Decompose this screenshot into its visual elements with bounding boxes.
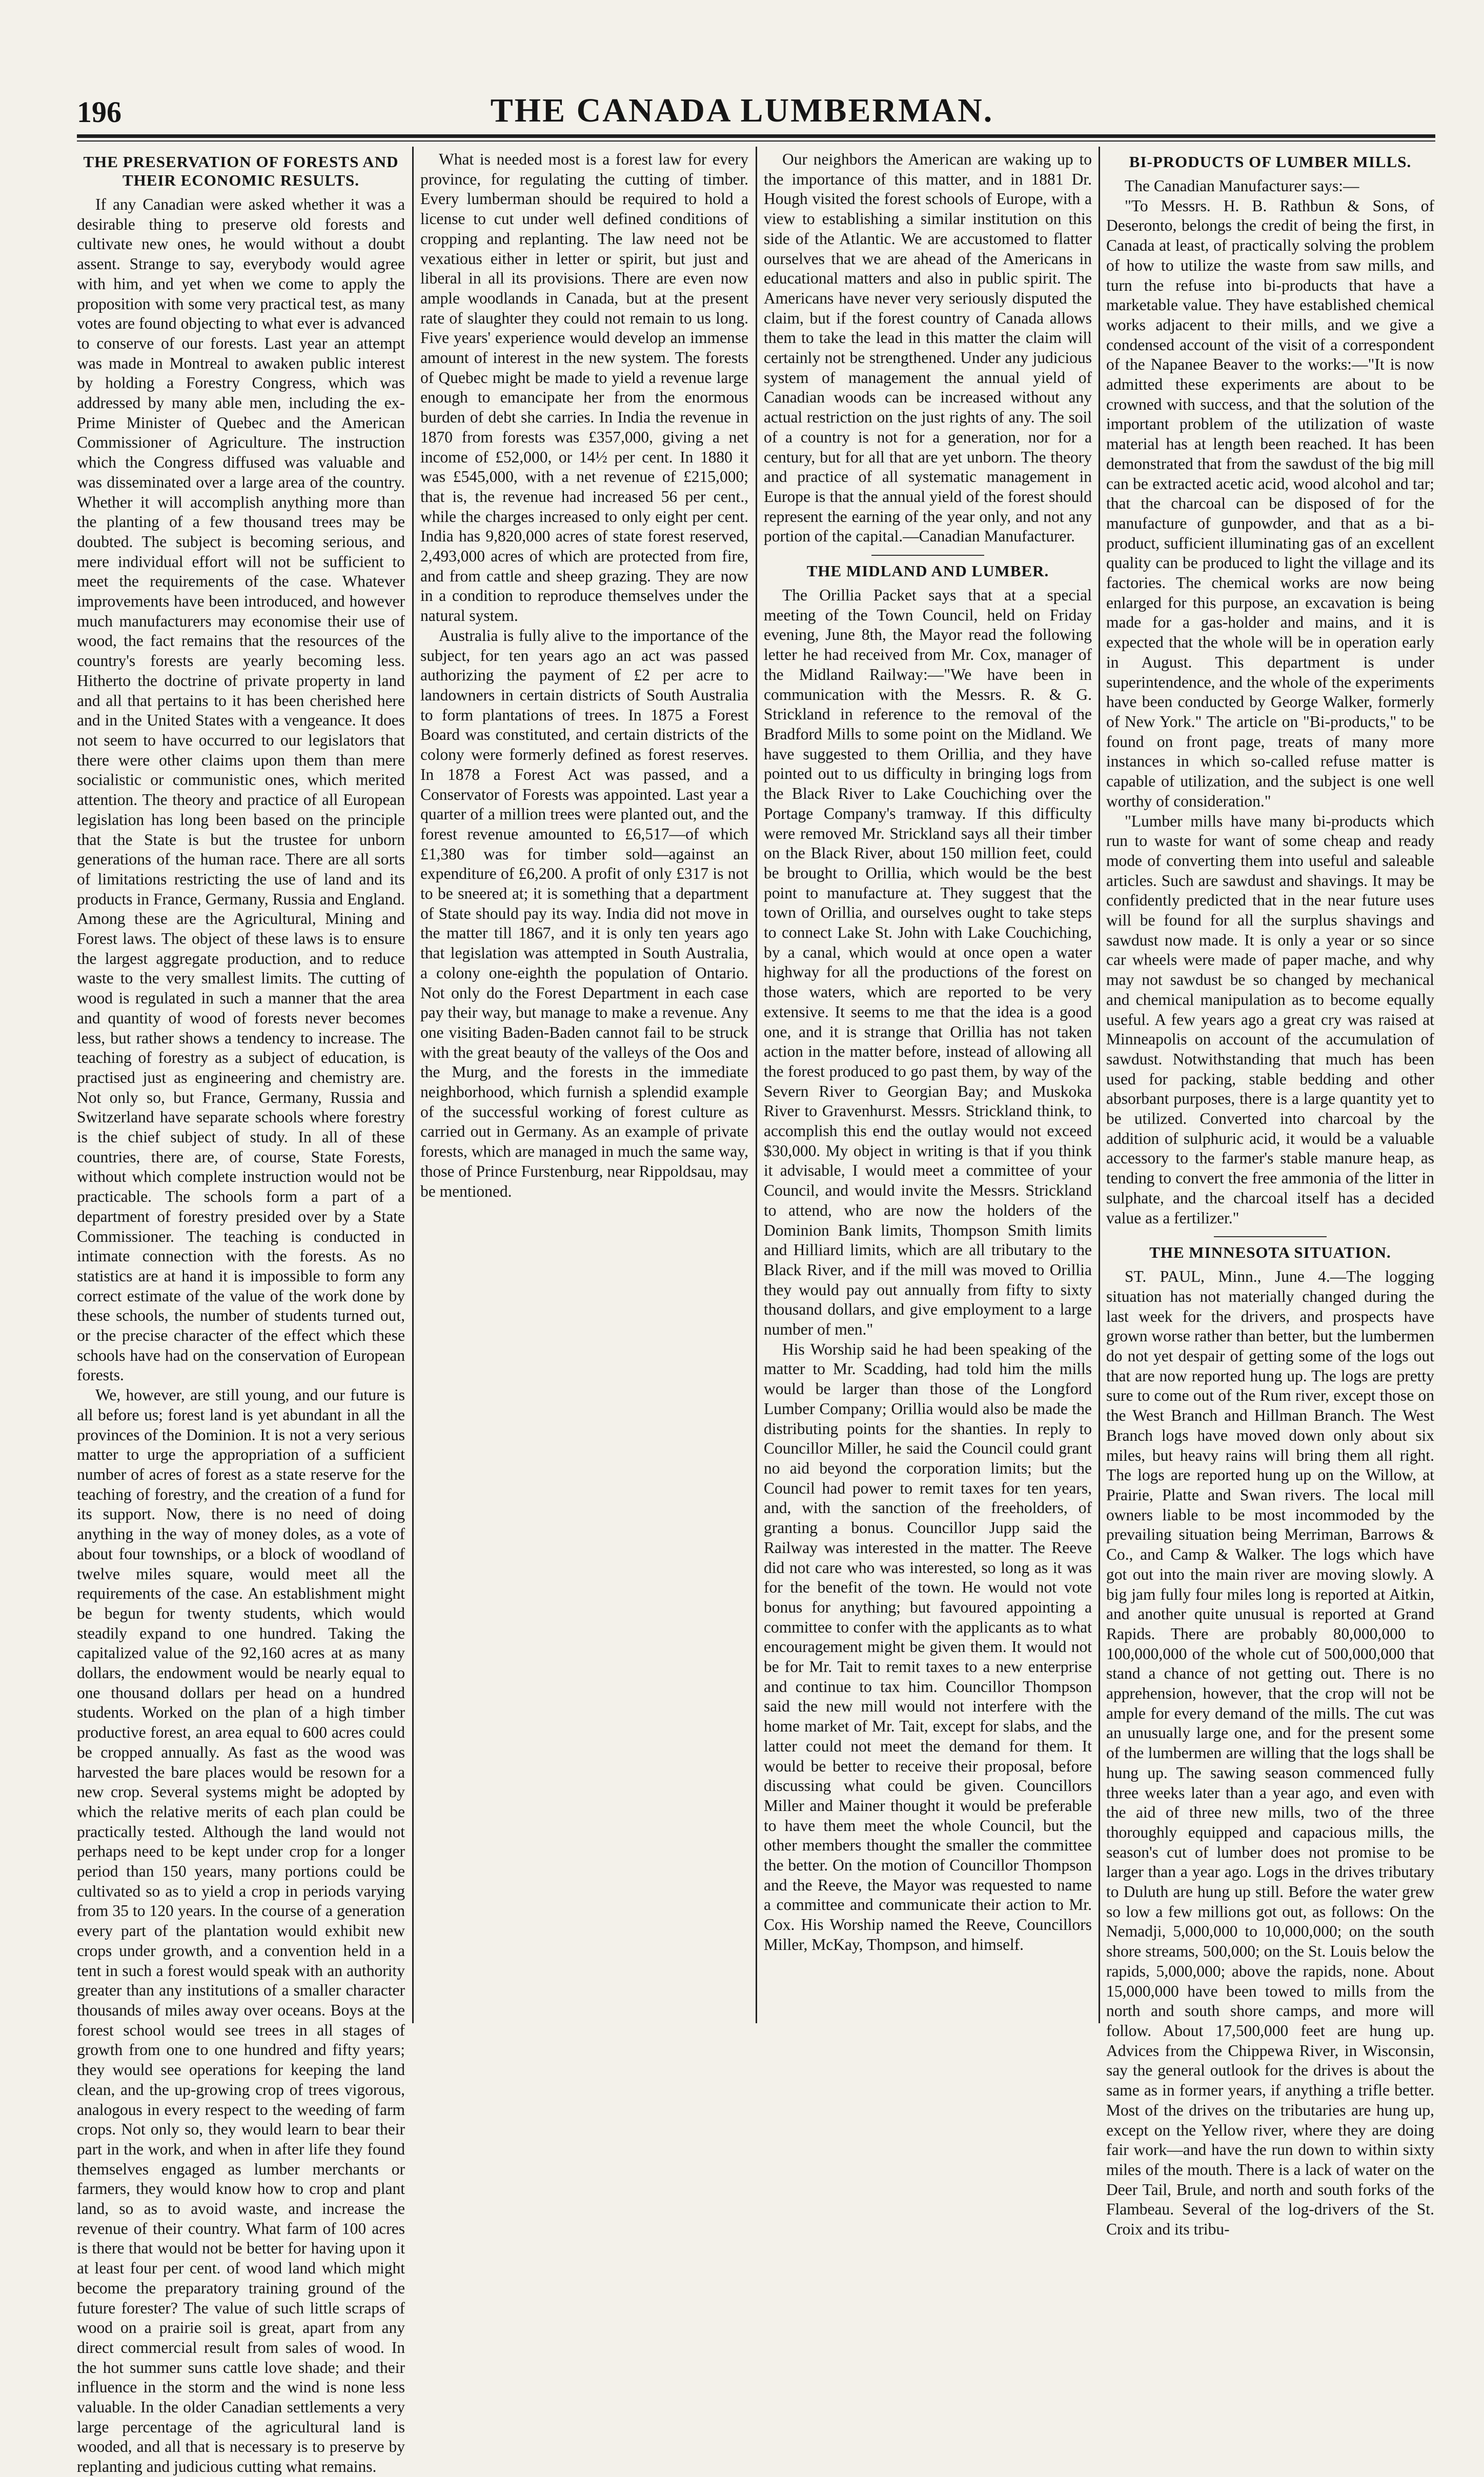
preservation-paragraph-3: What is needed most is a forest law for every province, for regulating the cutting of timber. Every lumberman should be required to hold a license to cut under well defined conditions of cropping and replanting. The law need not be vexatious either in letter or spirit, but just and liberal in all its provisions. There are even now ample woodlands in Canada, but at the present rate of slaughter they could not remain to us long. Five years' experience would develop an immense amount of interest in the new system. The forests of Quebec might be made to yield a revenue large enough to emancipate her from the enormous burden of debt she carries. In India the revenue in 1870 from forests was £357,000, giving a net income of £52,000, or 14½ per cent. In 1880 it was £545,000, with a net revenue of £215,000; that is, the revenue had increased 56 per cent., while the charges increased to only eight per cent. India has 9,820,000 acres of state forest reserved, 2,493,000 acres of which are protected from fire, and from cattle and sheep grazing. They are now in a condition to reproduce themselves under the natural system. [420, 150, 748, 625]
preservation-paragraph-2: We, however, are still young, and our future is all before us; forest land is yet abundant in all the provinces of the Dominion. It is not a very serious matter to urge the appropriation of a sufficient number of acres of forest as a state reserve for the teaching of forestry, and the creation of a fund for its support. Now, there is no need of doing anything in the way of money doles, as a vote of about four townships, or a block of woodland of twelve miles square, would meet all the requirements of the case. An establishment might be begun for twenty students, which would steadily expand to one hundred. Taking the capitalized value of the 92,160 acres at as many dollars, the endowment would be nearly equal to one thousand dollars per head on a hundred students. Worked on the plan of a high timber productive forest, an area equal to 600 acres could be cropped annually. As fast as the wood was harvested the bare places would be resown for a new crop. Several systems might be adopted by which the relative merits of each plan could be practically tested. Although the land would not perhaps need to be kept under crop for a longer period than 150 years, many portions could be cultivated so as to yield a crop in periods varying from 35 to 120 years. In the course of a generation every part of the plantation would exhibit new crops under growth, and a convention held in a tent in such a forest would speak with an authority greater than any institutions of a smaller character thousands of miles away over oceans. Boys at the forest school would see trees in all stages of growth from one to one hundred and fifty years; they would see operations for keeping the land clean, and the up-growing crop of trees vigorous, analogous in every respect to the weeding of farm crops. Not only so, they would learn to bear their part in the work, and when in after life they found themselves engaged as lumber merchants or farmers, they would know how to crop and plant land, so as to avoid waste, and increase the revenue of their country. What farm of 100 acres is there that would not be better for having upon it at least four per cent. of wood land which might become the preparatory training ground of the future forester? The value of such little scraps of wood on a prairie soil is great, apart from any direct commercial result from sales of wood. In the hot summer suns cattle love shade; and their influence in the storm and the wind is none less valuable. In the older Canadian settlements a very large percentage of the agricultural land is wooded, and all that is necessary is to preserve by replanting and judicious cutting what remains. [77, 1386, 405, 2476]
masthead-rule [77, 134, 1435, 138]
column-rule-3 [1099, 147, 1100, 2023]
byproducts-paragraph-3: "Lumber mills have many bi-products which run to waste for want of some cheap and ready mode of converting them into useful and saleable articles. Such are sawdust and shavings. It may be confidently predicted that in the near future uses will be found for all the surplus shavings and sawdust now made. It is only a year or so since car wheels were made of paper mache, and why may not sawdust be so changed by mechanical and chemical manipulation as to become equally useful. A few years ago a great cry was raised at Minneapolis on account of the accumulation of sawdust. Notwithstanding that much has been used for packing, stable bedding and other absorbant purposes, there is a large quantity yet to be utilized. Converted into charcoal by the addition of sulphuric acid, it would be a valuable accessory to the farmer's stable manure heap, as tending to convert the free ammonia of the litter in sulphate, and the charcoal itself has a decided value as a fertilizer." [1106, 812, 1434, 1227]
article-title-minnesota: THE MINNESOTA SITUATION. [1149, 1243, 1391, 1262]
preservation-paragraph-4: Australia is fully alive to the importance of the subject, for ten years ago an act was passed authorizing the payment of £2 per acre to landowners in certain districts of South Australia to form plantations of trees. In 1875 a Forest Board was constituted, and certain districts of the colony were formerly defined as forest reserves. In 1878 a Forest Act was passed, and a Conservator of Forests was appointed. Last year a quarter of a million trees were planted out, and the forest revenue amounted to £6,517—of which £1,380 was for timber sold—against an expenditure of £6,200. A profit of only £317 is not to be sneered at; it is something that a department of State should pay its way. India did not move in the matter till 1867, and it is only ten years ago that legislation was attempted in South Australia, a colony one-eighth the population of Ontario. Not only do the Forest Department in each case pay their way, but manage to make a revenue. Any one visiting Baden-Baden cannot fail to be struck with the great beauty of the valleys of the Oos and the Murg, and the forests in the immediate neighborhood, which furnish a splendid example of the successful working of forest culture as carried out in Germany. As an example of private forests, which are managed in much the same way, those of Prince Furstenburg, near Rippoldsau, may be mentioned. [420, 626, 748, 1200]
article-divider [871, 555, 984, 556]
column-2 [420, 150, 748, 2021]
column-rule-2 [756, 147, 757, 2023]
byproducts-paragraph-1: The Canadian Manufacturer says:— [1125, 177, 1359, 195]
column-rule-1 [412, 147, 414, 2023]
column-3 [764, 150, 1092, 2021]
column-1 [77, 150, 405, 2476]
minnesota-paragraph-1: ST. PAUL, Minn., June 4.—The logging situation has not materially changed during the last week for the drivers, and prospects have grown worse rather than better, but the lumbermen do not yet despair of getting some of the logs out that are now reported hung up. The logs are pretty sure to come out of the Rum river, except those on the West Branch and Hillman Branch. The West Branch logs have moved down only about six miles, but heavy rains will bring them all right. The logs are reported hung up on the Willow, at Prairie, Platte and Swan rivers. The local mill owners liable to be most incommoded by the prevailing situation being Merriman, Barrows & Co., and Camp & Walker. The logs which have got out into the main river are moving slowly. A big jam fully four miles long is reported at Aitkin, and another quite unusual is reported at Grand Rapids. There are probably 80,000,000 to 100,000,000 of the whole cut of 500,000,000 that stand a chance of not getting out. There is no apprehension, however, that the crop will not be ample for every demand of the mills. The cut was an unusually large one, and for the present some of the lumbermen are willing that the logs shall be hung up. The sawing season commenced fully three weeks later than a year ago, and even with the aid of three new mills, two of the three thoroughly equipped and capacious mills, the season's cut of lumber does not promise to be larger than a year ago. Logs in the drives tributary to Duluth are hung up still. Before the water grew so low a few millions got out, as follows: On the Nemadji, 5,000,000 to 10,000,000; on the south shore streams, 500,000; on the St. Louis below the rapids, 5,000,000; above the rapids, none. About 15,000,000 have been towed to mills from the north and south shore camps, and more will follow. About 17,500,000 feet are hung up. Advices from the Chippewa River, in Wisconsin, say the general outlook for the drives is about the same as in former years, if anything a trifle better. Most of the drives on the tributaries are hung up, except on the Yellow river, where they are doing fair work—and have the run down to within sixty miles of the mouth. There is a lack of water on the Deer Tail, Brule, and north and south forks of the Flambeau. Several of the log-drivers of the St. Croix and its tribu- [1106, 1267, 1434, 2239]
column-4 [1106, 150, 1434, 2239]
midland-paragraph-1: The Orillia Packet says that at a special meeting of the Town Council, held on Friday evening, June 8th, the Mayor read the following letter he had received from Mr. Cox, manager of the Midland Railway:—"We have been in communication with the Messrs. R. & G. Strickland in reference to the removal of the Bradford Mills to some point on the Midland. We have suggested to them Orillia, and they have pointed out to us difficulty in bringing logs from the Black River to Lake Couchiching over the Portage Company's tramway. If this difficulty were removed Mr. Strickland says all their timber on the Black River, about 150 million feet, could be brought to Orillia, which would be the best point to manufacture at. They suggest that the town of Orillia, and ourselves ought to take steps to connect Lake St. John with Lake Couchiching, by a canal, which would at once open a water highway for all the productions of the forest on those waters, which are reported to be very extensive. It seems to me that the idea is a good one, and it is strange that Orillia has not taken action in the matter before, instead of allowing all the forest produced to go past them, by way of the Severn River to Georgian Bay; and Muskoka River to Gravenhurst. Messrs. Strickland think, to accomplish this end the outlay would not exceed $30,000. My object in writing is that if you think it advisable, I would meet a committee of your Council, and would invite the Messrs. Strickland to attend, who are now the holders of the Dominion Bank limits, Thompson Smith limits and Hilliard limits, which are all tributary to the Black River, and if the mill was moved to Orillia they would pay out annually from fifty to sixty thousand dollars, and give employment to a large number of men." [764, 586, 1092, 1339]
masthead-title: THE CANADA LUMBERMAN. [490, 92, 994, 129]
article-title-midland: THE MIDLAND AND LUMBER. [806, 562, 1049, 580]
article-title-preservation: THE PRESERVATION OF FORESTS AND THEIR ECONOMIC RESULTS. [83, 153, 399, 189]
page-number: 196 [77, 95, 121, 129]
masthead-rule-thin [77, 140, 1435, 142]
preservation-paragraph-1: If any Canadian were asked whether it was a desirable thing to preserve old forests and cultivate new ones, he would without a doubt assent. Strange to say, everybody would agree with him, and yet when we come to apply the proposition with some very practical test, as many votes are found objecting to what ever is advanced to conserve of our forests. Last year an attempt was made in Montreal to awaken public interest by holding a Forestry Congress, which was addressed by many able men, including the ex-Prime Minister of Quebec and the American Commissioner of Agriculture. The instruction which the Congress diffused was valuable and was disseminated over a large area of the country. Whether it will accomplish anything more than the planting of a few thousand trees may be doubted. The subject is becoming serious, and mere individual effort will not be sufficient to meet the requirements of the case. Whatever improvements have been introduced, and however much manufacturers may economise their use of wood, the fact remains that the resources of the country's forests are yearly becoming less. Hitherto the doctrine of private property in land and all that pertains to it has been cherished here and in the United States with a vengeance. It does not seem to have occurred to our legislators that there were other claims upon them than mere socialistic or communistic ones, which merited attention. The theory and practice of all European legislation has long been based on the principle that the State is but the trustee for unborn generations of the human race. There are all sorts of limitations restricting the use of land and its products in France, Germany, Russia and England. Among these are the Agricultural, Mining and Forest laws. The object of these laws is to ensure the largest aggregate production, and to reduce waste to the very smallest limits. The cutting of wood is regulated in such a manner that the area and quantity of wood of forests never becomes less, but rather shows a tendency to increase. The teaching of forestry as a subject of education, is practised just as engineering and chemistry are. Not only so, but France, Germany, Russia and Switzerland have separate schools where forestry is the chief subject of study. In all of these countries, there are, of course, State Forests, without which complete instruction would not be practicable. The schools form a part of a department of forestry presided over by a State Commissioner. The teaching is conducted in intimate connection with the forests. As no statistics are at hand it is impossible to form any correct estimate of the value of the work done by these schools, the number of students turned out, or the precise character of the effect which these schools have had on the conservation of European forests. [77, 195, 405, 1384]
midland-paragraph-2: His Worship said he had been speaking of the matter to Mr. Scadding, had told him the mills would be larger than those of the Longford Lumber Company; Orillia would also be made the distributing points for the shanties. In reply to Councillor Miller, he said the Council could grant no aid beyond the corporation limits; but the Council had power to remit taxes for ten years, and, with the sanction of the freeholders, of granting a bonus. Councillor Jupp said the Railway was interested in the matter. The Reeve did not care who was interested, so long as it was for the benefit of the town. He would not vote bonus for anything; but favoured appointing a committee to confer with the applicants as to what encouragement might be given them. It would not be for Mr. Tait to remit taxes to a new enterprise and continue to tax him. Councillor Thompson said the new mill would not interfere with the home market of Mr. Tait, except for slabs, and the latter could not meet the demand for them. It would be better to receive their proposal, before discussing what could be given. Councillors Miller and Mainer thought it would be preferable to have them meet the whole Council, but the other members thought the smaller the committee the better. On the motion of Councillor Thompson and the Reeve, the Mayor was requested to name a committee and communicate their action to Mr. Cox. His Worship named the Reeve, Councillors Miller, McKay, Thompson, and himself. [764, 1340, 1092, 1954]
byproducts-paragraph-2: "To Messrs. H. B. Rathbun & Sons, of Deseronto, belongs the credit of being the first, in Canada at least, of practically solving the problem of how to utilize the waste from saw mills, and turn the refuse into bi-products that have a marketable value. They have established chemical works adjacent to their mills, and we give a condensed account of the visit of a correspondent of the Napanee Beaver to the works:—"It is now admitted these experiments are about to be crowned with success, and that the solution of the important problem of the utilization of waste material has at length been reached. It has been demonstrated that from the sawdust of the big mill can be extracted acetic acid, wood alcohol and tar; that the charcoal can be disposed of for the manufacture of gunpowder, and that as a bi-product, sufficient illuminating gas of an excellent quality can be produced to light the village and its factories. The chemical works are now being enlarged for this purpose, an excavation is being made for a gas-holder and mains, and it is expected that the whole will be in operation early in August. This department is under superintendence, and the whole of the experiments have been conducted by George Walker, formerly of New York." The article on "Bi-products," to be found on front page, treats of many more instances in which so-called refuse matter is capable of utilization, and the subject is one well worthy of consideration." [1106, 196, 1434, 810]
article-title-byproducts: BI-PRODUCTS OF LUMBER MILLS. [1129, 153, 1412, 171]
preservation-paragraph-5: Our neighbors the American are waking up to the importance of this matter, and in 1881 Dr. Hough visited the forest schools of Europe, with a view to establishing a similar institution on this side of the Atlantic. We are accustomed to flatter ourselves that we are ahead of the Americans in educational matters and also in public spirit. The Americans have never very seriously disputed the claim, but if the forest country of Canada allows them to take the lead in this matter the claim will certainly not be strengthened. Under any judicious system of management the annual yield of Canadian woods can be increased without any actual restriction on the just rights of any. The soil of a country is not for a generation, nor for a century, but for all that are yet unborn. The theory and practice of all systematic management in Europe is that the annual yield of the forest should represent the earning of the year only, and not any portion of the capital.—Canadian Manufacturer. [764, 150, 1092, 546]
article-divider [1214, 1236, 1327, 1237]
